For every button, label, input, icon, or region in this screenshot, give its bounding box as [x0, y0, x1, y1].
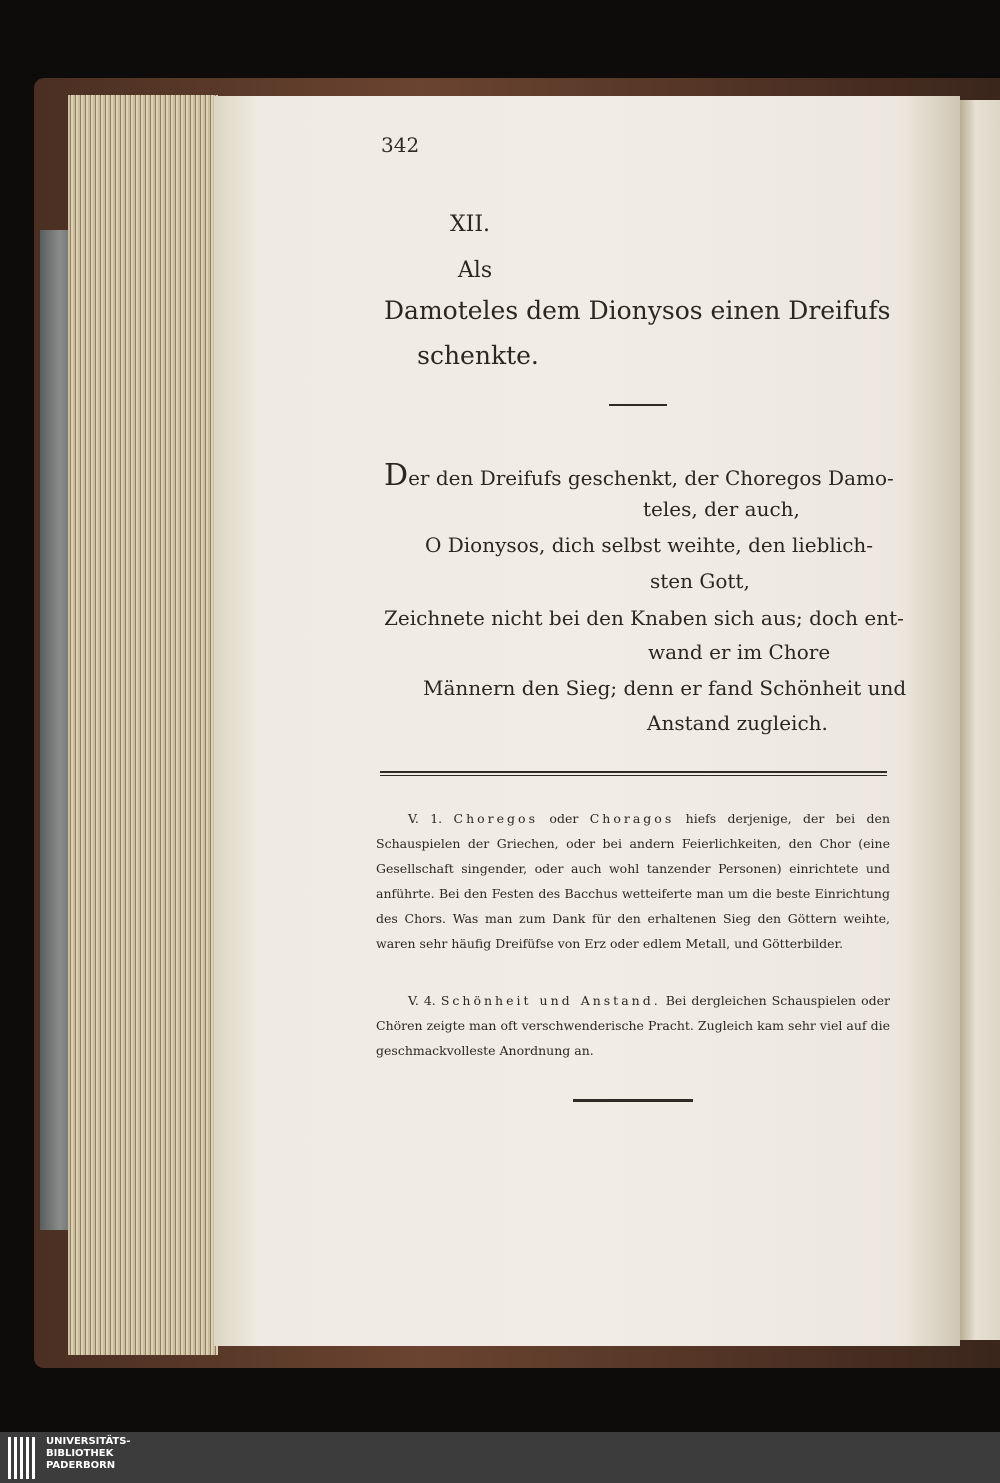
library-name	[46, 1436, 131, 1472]
footnote-1-term-2: Choragos	[589, 811, 675, 826]
footnote-1-ref: V. 1.	[408, 811, 443, 826]
book-page	[214, 96, 960, 1346]
poem-line-6: wand er im Chore	[648, 640, 831, 664]
page-edges	[68, 95, 218, 1355]
poem-line-4: sten Gott,	[650, 569, 750, 593]
facing-page-edge	[960, 100, 1000, 1340]
footnote-2-ref: V. 4.	[408, 993, 436, 1008]
footnote-1-text: hiefs derjenige, der bei den Schauspielen der Griechen, oder bei andern Feierlichkeiten, den Chor (eine Gesellschaft singender, oder auch wohl tanzender Personen) einrichtete und anführte. Bei den Festen des Bacchus wetteiferte man um die beste Einrichtung des Chors. Was man zum Dank für den erhaltenen Sieg den Göttern weihte, waren sehr häufig Dreifüfse von Erz oder edlem Metall, und Götterbilder.	[376, 811, 891, 951]
poem-line-8: Anstand zugleich.	[647, 711, 828, 735]
end-rule	[573, 1099, 693, 1102]
library-name-line-1: UNIVERSITÄTS-	[46, 1436, 131, 1447]
footnote-1-term-1: Choregos	[453, 811, 539, 826]
notes-divider-thin	[380, 775, 887, 776]
footnote-1	[376, 806, 890, 956]
title-line-3: schenkte.	[417, 341, 539, 370]
poem-line-1-text: er den Dreifufs geschenkt, der Choregos Damo-	[408, 466, 894, 490]
poem-line-5: Zeichnete nicht bei den Knaben sich aus; doch ent-	[384, 606, 904, 630]
poem-line-7: Männern den Sieg; denn er fand Schönheit und	[423, 676, 907, 700]
footnote-2	[376, 988, 890, 1063]
poem-line-2: teles, der auch,	[643, 497, 800, 521]
library-name-line-3: PADERBORN	[46, 1460, 116, 1471]
title-divider	[609, 404, 667, 406]
library-logo-icon	[8, 1437, 40, 1479]
poem-line-1	[384, 458, 894, 493]
library-name-line-2: BIBLIOTHEK	[46, 1448, 114, 1459]
footnote-2-term: Schönheit und Anstand.	[440, 993, 661, 1008]
poem-line-3: O Dionysos, dich selbst weihte, den lieblich-	[425, 533, 874, 557]
title-line-1: Als	[457, 258, 493, 283]
footnote-2-text: Bei dergleichen Schauspielen oder Chören zeigte man oft verschwenderische Pracht. Zugleich kam sehr viel auf die geschmackvolleste Anordnung an.	[376, 993, 890, 1058]
drop-cap: D	[384, 458, 409, 493]
chapter-number: XII.	[449, 212, 491, 237]
title-line-2: Damoteles dem Dionysos einen Dreifufs	[384, 296, 891, 325]
library-footer	[0, 1432, 1000, 1483]
footnote-1-or: oder	[549, 811, 579, 826]
notes-divider	[380, 771, 887, 773]
page-number: 342	[381, 133, 420, 157]
